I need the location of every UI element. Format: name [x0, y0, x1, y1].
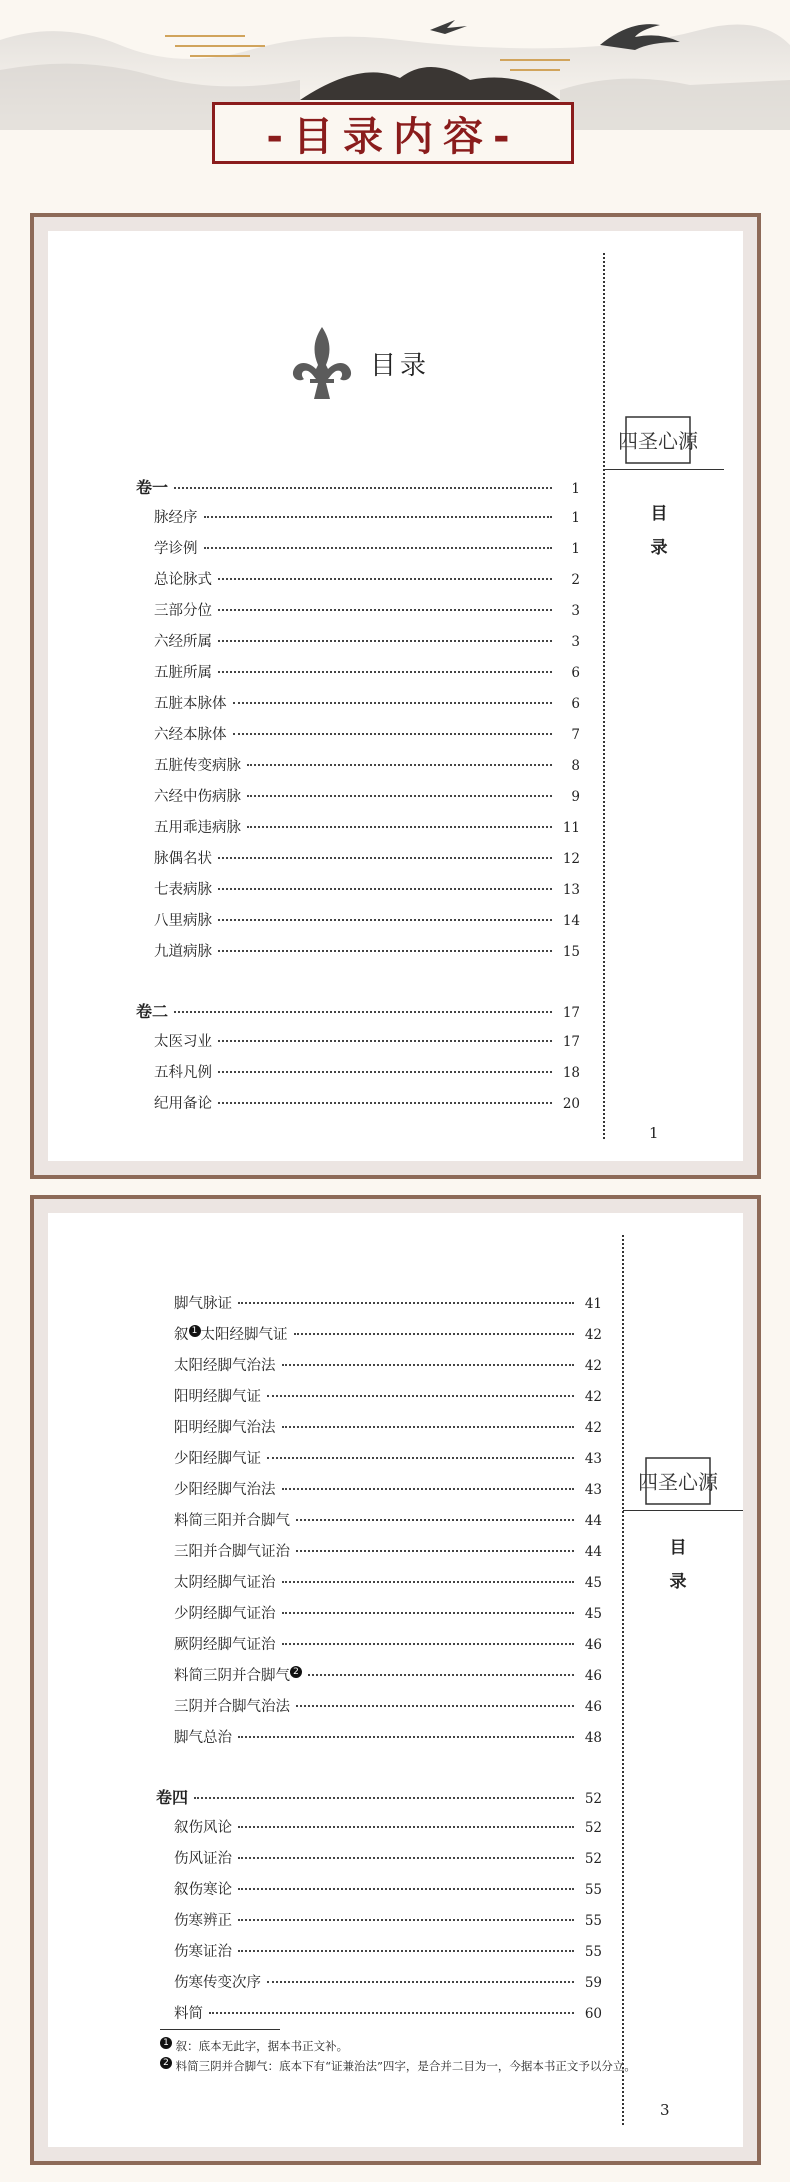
- entry-title: 伤寒证治: [174, 1944, 232, 1960]
- gutter-dotted-line: [603, 253, 605, 1139]
- page-header: [0, 0, 790, 190]
- fleur-de-lis-icon: [290, 325, 354, 401]
- toc-page-number: 1: [571, 481, 580, 497]
- toc-entry-row[interactable]: [156, 1602, 602, 1633]
- toc-entry-label: [154, 1030, 212, 1051]
- toc-entry-label: [174, 1478, 276, 1499]
- dot-leader: [296, 1519, 574, 1521]
- entry-title: 六经本脉体: [154, 727, 227, 743]
- dot-leader: [267, 1395, 574, 1397]
- dot-leader: [204, 547, 553, 549]
- toc-entry-row[interactable]: [136, 723, 580, 754]
- toc-page-number: 17: [562, 1034, 580, 1050]
- entry-title: 总论脉式: [154, 572, 212, 588]
- toc-entry-label: [174, 1602, 276, 1623]
- toc-title: 目录: [370, 350, 431, 381]
- entry-title: 卷四: [156, 1788, 189, 1807]
- dot-leader: [174, 1011, 552, 1013]
- toc-entry-label: [174, 1847, 232, 1868]
- page-paper: [48, 231, 743, 1161]
- toc-volume-row[interactable]: [136, 999, 580, 1030]
- dot-leader: [218, 578, 552, 580]
- dot-leader: [247, 826, 552, 828]
- book-seal-icon: [638, 1456, 718, 1506]
- toc-entry-row[interactable]: [136, 506, 580, 537]
- toc-page-number: 43: [584, 1451, 602, 1467]
- toc-page-number: 7: [571, 727, 580, 743]
- entry-title: 少阳经脚气证: [174, 1451, 261, 1467]
- toc-entry-label: [154, 661, 212, 682]
- toc-entry-label: [174, 1633, 276, 1654]
- toc-page-number: 55: [584, 1944, 602, 1960]
- entry-title: 三阴并合脚气治法: [174, 1699, 290, 1715]
- entry-title: 脉经序: [154, 510, 198, 526]
- toc-entry-row[interactable]: [156, 1416, 602, 1447]
- dot-leader: [218, 1102, 552, 1104]
- toc-entry-label: [174, 2002, 203, 2023]
- toc-entry-row[interactable]: [156, 1878, 602, 1909]
- dot-leader: [282, 1581, 575, 1583]
- side-char: 目: [669, 1538, 687, 1558]
- entry-title: 太阳经脚气治法: [174, 1358, 276, 1374]
- toc-entry-row[interactable]: [136, 599, 580, 630]
- toc-entry-label: [174, 1816, 232, 1837]
- entry-title: 叙伤寒论: [174, 1882, 232, 1898]
- entry-title: 学诊例: [154, 541, 198, 557]
- toc-page-number: 45: [584, 1606, 602, 1622]
- toc-page-number: 44: [584, 1544, 602, 1560]
- toc-page-number: 3: [571, 603, 580, 619]
- dot-leader: [218, 888, 552, 890]
- toc-page-number: 45: [584, 1575, 602, 1591]
- toc-entry-label: [174, 1509, 290, 1530]
- toc-entry-label: [174, 1416, 276, 1437]
- toc-page-number: 14: [562, 913, 580, 929]
- dot-leader: [194, 1797, 574, 1799]
- toc-entry-row[interactable]: [136, 816, 580, 847]
- entry-title: 五科凡例: [154, 1065, 212, 1081]
- toc-page-number: 15: [562, 944, 580, 960]
- toc-entry-label: [174, 1385, 261, 1406]
- entry-title: 脚气脉证: [174, 1296, 232, 1312]
- entry-title: 六经所属: [154, 634, 212, 650]
- footnote-marker-icon: 1: [189, 1325, 201, 1337]
- footnotes: [160, 2029, 700, 2076]
- dot-leader: [282, 1426, 575, 1428]
- toc-entry-row[interactable]: [136, 1061, 580, 1092]
- toc-page-number: 59: [584, 1975, 602, 1991]
- dot-leader: [238, 1888, 574, 1890]
- toc-entry-label: [174, 1323, 288, 1344]
- toc-page-number: 60: [584, 2006, 602, 2022]
- dot-leader: [238, 1857, 574, 1859]
- toc-entry-label: [154, 754, 241, 775]
- dot-leader: [267, 1457, 574, 1459]
- toc-page-number: 48: [584, 1730, 602, 1746]
- toc-entry-row[interactable]: [136, 1030, 580, 1061]
- entry-title: 料简三阴并合脚气: [174, 1668, 290, 1684]
- toc-volume-row[interactable]: [156, 1785, 602, 1816]
- dot-leader: [296, 1550, 574, 1552]
- entry-title: 叙: [174, 1327, 189, 1343]
- dot-leader: [238, 1302, 574, 1304]
- toc-page-number: 13: [562, 882, 580, 898]
- toc-entry-row[interactable]: [156, 1695, 602, 1726]
- entry-title: 少阳经脚气治法: [174, 1482, 276, 1498]
- entry-title: 脚气总治: [174, 1730, 232, 1746]
- toc-entry-row[interactable]: [156, 1664, 602, 1695]
- toc-entry-label: [154, 909, 212, 930]
- toc-entry-label: [154, 692, 227, 713]
- dot-leader: [204, 516, 553, 518]
- dot-leader: [233, 733, 553, 735]
- toc-entry-row[interactable]: [136, 568, 580, 599]
- toc-page-number: 1: [571, 541, 580, 557]
- toc-page-number: 20: [562, 1096, 580, 1112]
- dot-leader: [174, 487, 552, 489]
- dot-leader: [238, 1950, 574, 1952]
- entry-title: 少阴经脚气证治: [174, 1606, 276, 1622]
- dot-leader: [218, 1071, 552, 1073]
- toc-entry-label: [154, 537, 198, 558]
- toc-entry-label: [154, 816, 241, 837]
- dot-leader: [247, 764, 552, 766]
- toc-entry-row[interactable]: [156, 1847, 602, 1878]
- book-seal-icon: [618, 415, 698, 465]
- toc-page-number: 52: [584, 1791, 602, 1807]
- toc-entry-row[interactable]: [136, 785, 580, 816]
- dot-leader: [218, 950, 552, 952]
- dot-leader: [233, 702, 553, 704]
- entry-title: 阳明经脚气治法: [174, 1420, 276, 1436]
- toc-entry-row[interactable]: [136, 878, 580, 909]
- toc-entry-label: [174, 1292, 232, 1313]
- seal-text: 四圣心源: [618, 429, 698, 453]
- entry-title: 叙伤风论: [174, 1820, 232, 1836]
- toc-page-number: 1: [571, 510, 580, 526]
- toc-page-number: 42: [584, 1358, 602, 1374]
- toc-entry-row[interactable]: [156, 1354, 602, 1385]
- toc-page-number: 3: [571, 634, 580, 650]
- toc-entry-label: [154, 847, 212, 868]
- entry-title: 七表病脉: [154, 882, 212, 898]
- toc-entry-row[interactable]: [136, 940, 580, 971]
- side-label: [644, 497, 674, 565]
- dot-leader: [238, 1736, 574, 1738]
- toc-entry-label: [174, 1540, 290, 1561]
- dot-leader: [238, 1826, 574, 1828]
- dot-leader: [308, 1674, 574, 1676]
- toc-entry-label: [174, 1695, 290, 1716]
- toc-entry-label: [154, 506, 198, 527]
- entry-title: 卷一: [136, 478, 169, 497]
- dot-leader: [282, 1364, 575, 1366]
- toc-page-number: 52: [584, 1851, 602, 1867]
- entry-title: 三部分位: [154, 603, 212, 619]
- dot-leader: [218, 671, 552, 673]
- entry-title: 太医习业: [154, 1034, 212, 1050]
- toc-entry-row[interactable]: [156, 1909, 602, 1940]
- toc-entry-row[interactable]: [136, 661, 580, 692]
- entry-title: 三阳并合脚气证治: [174, 1544, 290, 1560]
- toc-entry-row[interactable]: [136, 1092, 580, 1123]
- toc-page-number: 42: [584, 1389, 602, 1405]
- entry-title: 料简三阳并合脚气: [174, 1513, 290, 1529]
- dot-leader: [294, 1333, 575, 1335]
- footnote-marker-icon: 2: [290, 1666, 302, 1678]
- toc-entry-label: [174, 1726, 232, 1747]
- toc-gap: [156, 1757, 602, 1785]
- toc-page-number: 46: [584, 1668, 602, 1684]
- toc-entry-row[interactable]: [156, 1726, 602, 1757]
- toc-entry-label: [156, 1785, 188, 1808]
- entry-title: 八里病脉: [154, 913, 212, 929]
- banner-title: -目录内容-: [266, 113, 520, 160]
- toc-page-number: 42: [584, 1327, 602, 1343]
- entry-title: 脉偶名状: [154, 851, 212, 867]
- toc-entry-row[interactable]: [136, 630, 580, 661]
- toc-entry-row[interactable]: [136, 692, 580, 723]
- toc-entry-label: [174, 1909, 232, 1930]
- entry-title: 六经中伤病脉: [154, 789, 241, 805]
- toc-page-number: 44: [584, 1513, 602, 1529]
- entry-title: 五用乖违病脉: [154, 820, 241, 836]
- toc-entry-label: [136, 999, 168, 1022]
- footnote-text: 叙：底本无此字，据本书正文补。: [175, 2039, 349, 2053]
- toc-page-1: [30, 213, 761, 1179]
- toc-entry-label: [154, 630, 212, 651]
- toc-entry-row[interactable]: [136, 847, 580, 878]
- toc-entry-label: [174, 1664, 302, 1685]
- dot-leader: [218, 919, 552, 921]
- entry-title: 五脏传变病脉: [154, 758, 241, 774]
- toc-entry-label: [154, 1061, 212, 1082]
- entry-title: 卷二: [136, 1002, 169, 1021]
- page-number: 3: [660, 2101, 670, 2119]
- toc-page-number: 6: [571, 665, 580, 681]
- dot-leader: [296, 1705, 574, 1707]
- toc-page-number: 52: [584, 1820, 602, 1836]
- footnote: [160, 2036, 700, 2056]
- entry-title: 伤风证治: [174, 1851, 232, 1867]
- dot-leader: [282, 1643, 575, 1645]
- toc-page-number: 11: [562, 820, 580, 836]
- dot-leader: [247, 795, 552, 797]
- toc-entry-row[interactable]: [156, 1323, 602, 1354]
- page-paper: [48, 1213, 743, 2147]
- dot-leader: [267, 1981, 574, 1983]
- toc-page-number: 8: [571, 758, 580, 774]
- side-char: 录: [669, 1572, 687, 1592]
- toc-entry-label: [174, 1940, 232, 1961]
- gutter-dotted-line: [622, 1235, 624, 2125]
- toc-entry-label: [154, 568, 212, 589]
- seal-text: 四圣心源: [638, 1470, 718, 1494]
- entry-title: 料简: [174, 2006, 203, 2022]
- toc-list: [156, 1292, 602, 2033]
- footnote-rule: [160, 2029, 280, 2030]
- entry-title: 纪用备论: [154, 1096, 212, 1112]
- side-char: 录: [650, 538, 668, 558]
- side-divider: [623, 1510, 743, 1511]
- dot-leader: [282, 1488, 575, 1490]
- dot-leader: [218, 857, 552, 859]
- toc-entry-label: [154, 785, 241, 806]
- footnote-text: 料简三阴并合脚气：底本下有“证兼治法”四字，是合并二目为一，今据本书正文予以分立。: [175, 2059, 636, 2073]
- toc-page-number: 46: [584, 1637, 602, 1653]
- entry-title: 伤寒辨正: [174, 1913, 232, 1929]
- toc-page-number: 43: [584, 1482, 602, 1498]
- title-banner: [212, 102, 574, 164]
- toc-page-number: 2: [571, 572, 580, 588]
- toc-entry-label: [154, 723, 227, 744]
- toc-entry-row[interactable]: [156, 1292, 602, 1323]
- toc-page-number: 6: [571, 696, 580, 712]
- entry-title: 太阴经脚气证治: [174, 1575, 276, 1591]
- toc-entry-label: [154, 940, 212, 961]
- toc-entry-row[interactable]: [156, 1478, 602, 1509]
- footnote: [160, 2056, 700, 2076]
- entry-title: 伤寒传变次序: [174, 1975, 261, 1991]
- toc-page-2: [30, 1195, 761, 2165]
- toc-entry-row[interactable]: [156, 1571, 602, 1602]
- dot-leader: [209, 2012, 574, 2014]
- toc-page-number: 41: [584, 1296, 602, 1312]
- toc-page-number: 55: [584, 1882, 602, 1898]
- toc-entry-row[interactable]: [156, 1633, 602, 1664]
- dot-leader: [218, 1040, 552, 1042]
- entry-title-cont: 太阳经脚气证: [200, 1327, 288, 1343]
- toc-entry-label: [174, 1971, 261, 1992]
- toc-entry-row[interactable]: [156, 1940, 602, 1971]
- page-number: 1: [649, 1124, 659, 1142]
- entry-title: 九道病脉: [154, 944, 212, 960]
- dot-leader: [218, 640, 552, 642]
- toc-entry-row[interactable]: [156, 1385, 602, 1416]
- entry-title: 厥阴经脚气证治: [174, 1637, 276, 1653]
- toc-entry-label: [136, 475, 168, 498]
- footnote-mark: 1: [160, 2037, 172, 2049]
- dot-leader: [238, 1919, 574, 1921]
- toc-page-number: 55: [584, 1913, 602, 1929]
- toc-entry-label: [174, 1354, 276, 1375]
- toc-entry-label: [154, 1092, 212, 1113]
- entry-title: 阳明经脚气证: [174, 1389, 261, 1405]
- toc-entry-row[interactable]: [156, 1540, 602, 1571]
- dot-leader: [282, 1612, 575, 1614]
- toc-page-number: 42: [584, 1420, 602, 1436]
- toc-entry-label: [154, 599, 212, 620]
- toc-entry-row[interactable]: [156, 1447, 602, 1478]
- side-char: 目: [650, 504, 668, 524]
- toc-page-number: 17: [562, 1005, 580, 1021]
- side-label: [663, 1531, 693, 1599]
- toc-entry-label: [174, 1878, 232, 1899]
- dot-leader: [218, 609, 552, 611]
- toc-entry-row[interactable]: [156, 1509, 602, 1540]
- toc-page-number: 46: [584, 1699, 602, 1715]
- toc-page-number: 12: [562, 851, 580, 867]
- toc-heading: [290, 325, 430, 401]
- toc-list: [136, 475, 580, 1123]
- toc-page-number: 18: [562, 1065, 580, 1081]
- toc-entry-row[interactable]: [156, 1816, 602, 1847]
- toc-entry-row[interactable]: [136, 909, 580, 940]
- entry-title: 五脏所属: [154, 665, 212, 681]
- footnote-mark: 2: [160, 2057, 172, 2069]
- side-divider: [604, 469, 724, 470]
- toc-entry-row[interactable]: [156, 1971, 602, 2002]
- toc-entry-label: [174, 1571, 276, 1592]
- toc-volume-row[interactable]: [136, 475, 580, 506]
- toc-gap: [136, 971, 580, 999]
- toc-entry-row[interactable]: [136, 754, 580, 785]
- toc-page-number: 9: [571, 789, 580, 805]
- toc-entry-label: [174, 1447, 261, 1468]
- toc-entry-label: [154, 878, 212, 899]
- entry-title: 五脏本脉体: [154, 696, 227, 712]
- toc-entry-row[interactable]: [136, 537, 580, 568]
